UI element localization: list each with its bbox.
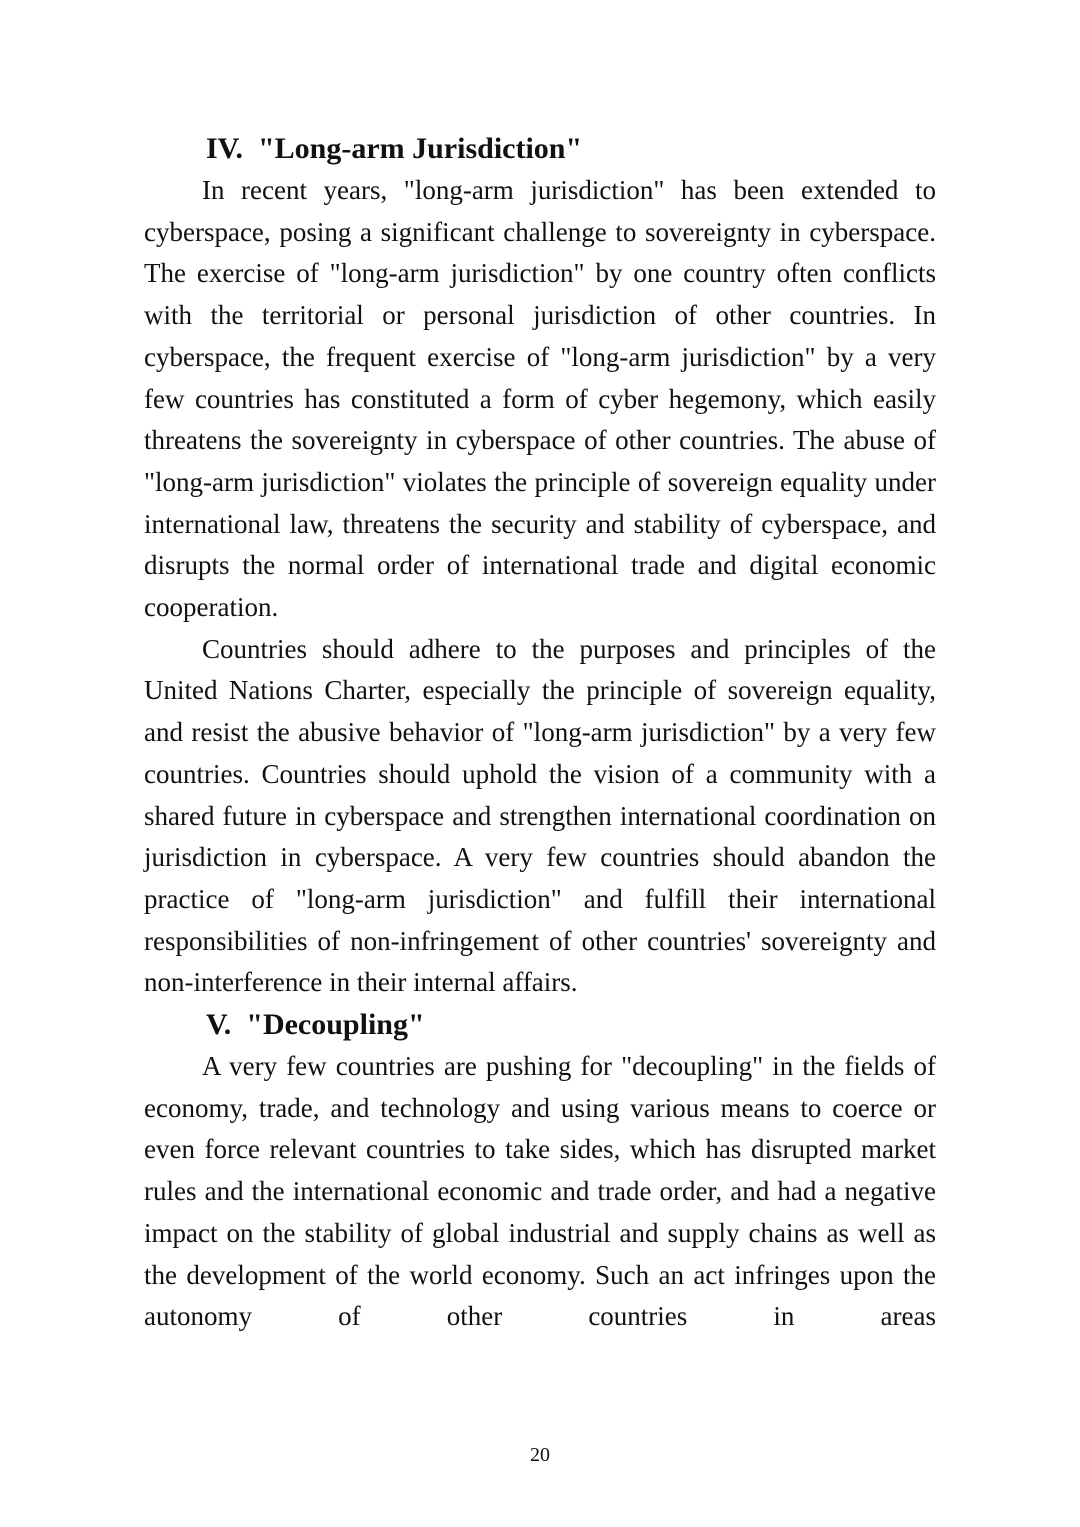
paragraph: Countries should adhere to the purposes and principles of the United Nations Charter, especially the principle of sovereign equality, and resist the abusive behavior of "long-arm jurisdiction" by a very few countries. Countries should uphold the vision of a community with a shared future in cyberspace and strengthen international coordination on jurisdiction in cyberspace. A very few countries should abandon the practice of "long-arm jurisdiction" and fulfill their international responsibilities of non-infringement of other countries' sovereignty and non-interference in their internal affairs. — [144, 633, 936, 998]
section-heading-decoupling: V. "Decoupling" — [206, 1008, 425, 1042]
document-page — [144, 128, 936, 1338]
page-number: 20 — [530, 1444, 550, 1466]
paragraph: A very few countries are pushing for "decoupling" in the fields of economy, trade, and technology and using various means to coerce or even force relevant countries to take sides, which has disrupted market rules and the international economic and trade order, and had a negative impact on the stability of global industrial and supply chains as well as the development of the world economy. Such an act infringes upon the autonomy of other countries in areas — [144, 1051, 936, 1332]
section-heading-long-arm-jurisdiction: IV. "Long-arm Jurisdiction" — [206, 132, 583, 165]
paragraph: In recent years, "long-arm jurisdiction" has been extended to cyberspace, posing a significant challenge to sovereignty in cyberspace. The exercise of "long-arm jurisdiction" by one country often conflicts with the territorial or personal jurisdiction of other countries. In cyberspace, the frequent exercise of "long-arm jurisdiction" by a very few countries has constituted a form of cyber hegemony, which easily threatens the sovereignty in cyberspace of other countries. The abuse of "long-arm jurisdiction" violates the principle of sovereign equality under international law, threatens the security and stability of cyberspace, and disrupts the normal order of international trade and digital economic cooperation. — [144, 175, 936, 623]
